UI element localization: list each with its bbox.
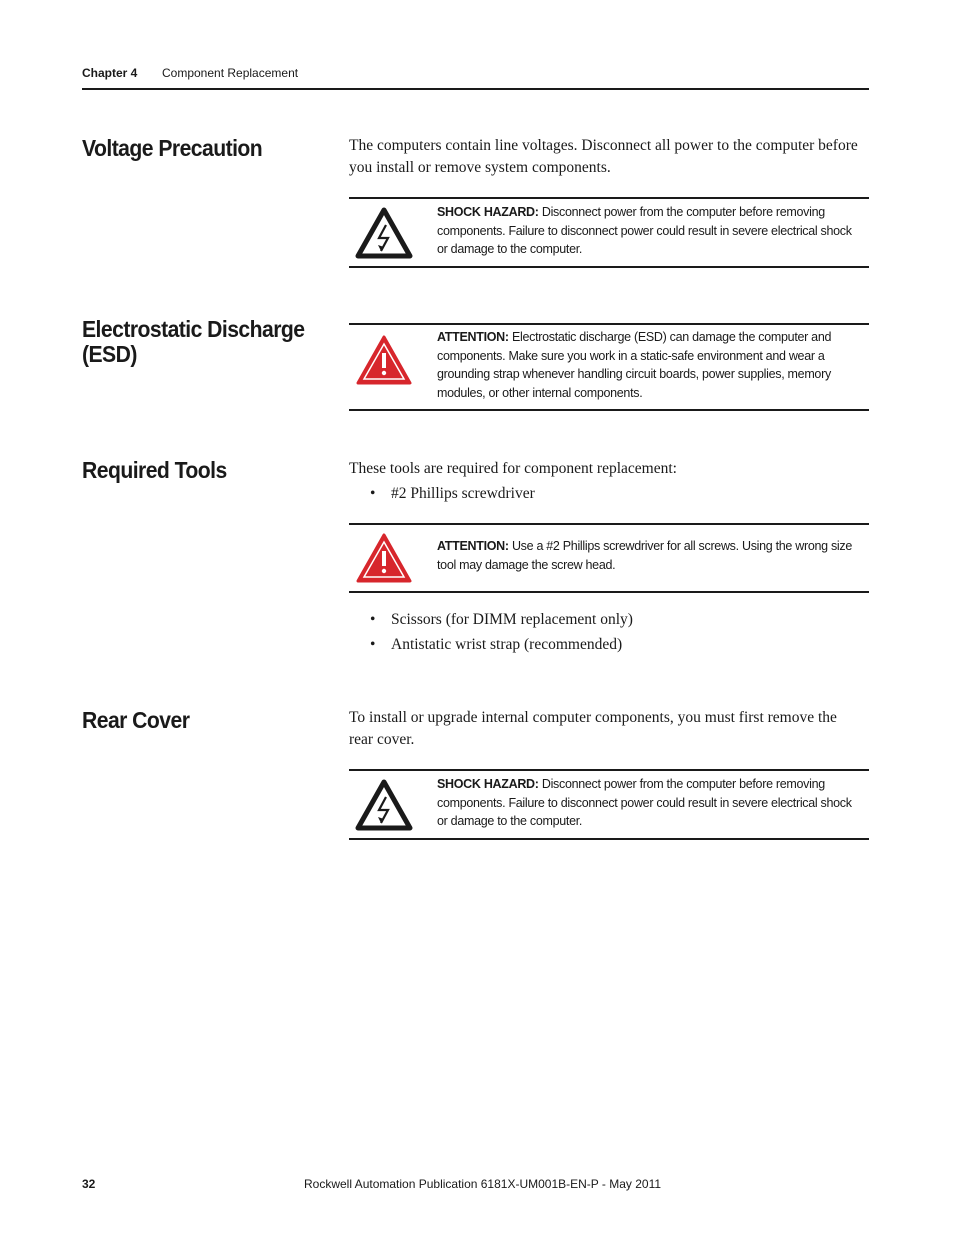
notice-text bbox=[437, 537, 855, 574]
running-header bbox=[82, 66, 299, 80]
notice-text bbox=[437, 203, 855, 259]
attention-icon bbox=[355, 532, 413, 584]
shock-hazard-notice-1 bbox=[349, 197, 869, 268]
notice-label: SHOCK HAZARD: bbox=[437, 205, 539, 219]
notice-label: ATTENTION: bbox=[437, 330, 509, 344]
notice-body: Disconnect power from the computer before removing components. Failure to disconnect power could result in severe electrical shock or damage to the computer. bbox=[437, 205, 852, 256]
tools-intro: These tools are required for component replacement: bbox=[349, 460, 677, 477]
notice-body: Use a #2 Phillips screwdriver for all screws. Using the wrong size tool may damage the screw head. bbox=[437, 539, 853, 572]
notice-text bbox=[437, 775, 855, 831]
page-number: 32 bbox=[82, 1177, 96, 1191]
shock-hazard-icon bbox=[355, 779, 413, 831]
attention-notice-esd bbox=[349, 323, 869, 411]
heading-voltage-precaution: Voltage Precaution bbox=[82, 135, 263, 161]
section-label: Component Replacement bbox=[162, 66, 299, 80]
shock-hazard-notice-2 bbox=[349, 769, 869, 840]
heading-esd: Electrostatic Discharge (ESD) bbox=[82, 316, 305, 367]
publication-info: Rockwell Automation Publication 6181X-UM001B-EN-P - May 2011 bbox=[304, 1177, 662, 1191]
header-rule bbox=[82, 88, 869, 90]
chapter-label: Chapter 4 bbox=[82, 66, 138, 80]
list-item: • #2 Phillips screwdriver bbox=[370, 481, 535, 506]
attention-icon bbox=[355, 334, 413, 386]
voltage-intro: The computers contain line voltages. Disconnect all power to the computer before you install or remove system components. bbox=[349, 137, 858, 176]
shock-hazard-icon bbox=[355, 207, 413, 259]
notice-label: SHOCK HAZARD: bbox=[437, 777, 539, 791]
notice-text bbox=[437, 328, 855, 402]
heading-required-tools: Required Tools bbox=[82, 457, 227, 483]
list-item: • Antistatic wrist strap (recommended) bbox=[370, 632, 633, 657]
notice-label: ATTENTION: bbox=[437, 539, 509, 553]
tools-list-top bbox=[370, 481, 535, 506]
list-item: • Scissors (for DIMM replacement only) bbox=[370, 607, 633, 632]
heading-rear-cover: Rear Cover bbox=[82, 707, 190, 733]
attention-notice-tools bbox=[349, 523, 869, 593]
notice-body: Disconnect power from the computer before removing components. Failure to disconnect power could result in severe electrical shock or damage to the computer. bbox=[437, 777, 852, 828]
rear-intro: To install or upgrade internal computer components, you must first remove the rear cover. bbox=[349, 709, 837, 748]
notice-body: Electrostatic discharge (ESD) can damage the computer and components. Make sure you work in a static-safe environment and wear a grounding strap whenever handling circuit boards, power supplies, memory modules, or other internal components. bbox=[437, 330, 832, 400]
tools-list-bottom bbox=[370, 607, 633, 657]
